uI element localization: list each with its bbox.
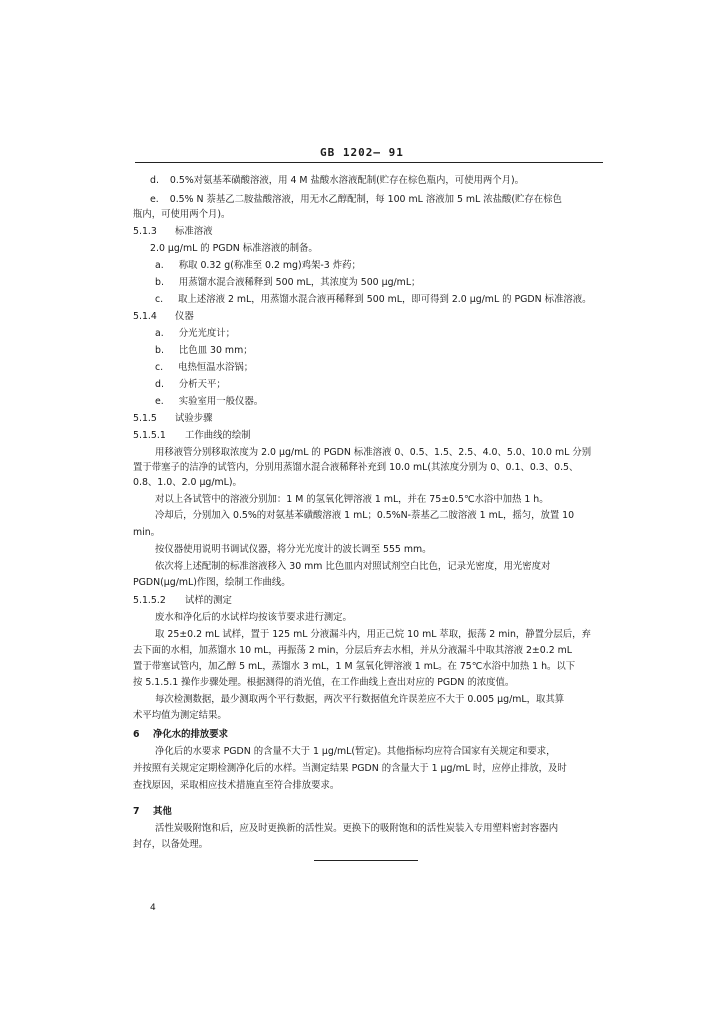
list-item-a [155,328,235,340]
paragraph-line: 用移液管分别移取浓度为 2.0 μg/mL 的 PGDN 标准溶液 0、0.5、1.5、2.5、4.0、5.0、10.0 mL 分别 [155,447,592,458]
paragraph-line: 置于带塞子的洁净的试管内，分别用蒸馏水混合液稀释补充到 10.0 mL(其浓度分别为 0、0.1、0.3、0.5、 [133,462,579,473]
item-marker: b. [155,345,164,356]
item-marker: c. [155,362,164,373]
section-6-heading [133,729,228,741]
item-text: 实验室用一般仪器。 [178,396,264,407]
section-number: 5.1.5.2 [133,595,166,606]
paragraph-line: 按仪器使用说明书调试仪器，将分光光度计的波长调至 555 mm。 [155,544,432,555]
section-number: 5.1.3 [133,226,157,237]
paragraph-line: PGDN(μg/mL)作图，绘制工作曲线。 [133,577,291,588]
item-text: 0.5%对氨基苯磺酸溶液，用 4 M 盐酸水溶液配制(贮存在棕色瓶内，可使用两个月)。 [169,175,525,186]
list-item-b [155,345,253,357]
item-text: 取上述溶液 2 mL，用蒸馏水混合液再稀释到 500 mL，即可得到 2.0 μg/mL 的 PGDN 标准溶液。 [178,294,592,305]
item-marker: c. [155,294,164,305]
list-item-b [155,277,420,289]
paragraph-line: 冷却后，分别加入 0.5%的对氨基苯磺酸溶液 1 mL；0.5%N-萘基乙二胺溶液 1 mL，摇匀，放置 10 [155,510,575,521]
section-number: 5.1.5 [133,413,157,424]
list-item-d [155,379,226,391]
item-marker: e. [155,396,164,407]
section-5-1-3-heading [133,226,213,238]
section-title: 试样的测定 [185,595,232,606]
item-text: 电热恒温水浴锅； [178,362,254,373]
paragraph-line: 并按照有关规定定期检测净化后的水样。当测定结果 PGDN 的含量大于 1 μg/mL 时，应停止排放，及时 [133,763,567,774]
paragraph-line: 封存，以备处理。 [133,839,209,850]
list-item-e [150,194,562,206]
section-number: 5.1.4 [133,311,157,322]
standard-code-header: GB 1202— 91 [320,146,404,159]
section-title: 工作曲线的绘制 [185,430,251,441]
section-5-1-5-1-heading [133,430,251,442]
paragraph-line: 查找原因，采取相应技术措施直至符合排放要求。 [133,780,340,791]
item-marker: d. [150,175,159,186]
section-title: 其他 [153,806,172,817]
paragraph-line: 活性炭吸附饱和后，应及时更换新的活性炭。更换下的吸附饱和的活性炭装入专用塑料密封容器内 [155,823,559,834]
section-number: 7 [133,806,140,817]
paragraph-line: 取 25±0.2 mL 试样，置于 125 mL 分液漏斗内，用正己烷 10 mL 萃取，振荡 2 min，静置分层后，弃 [155,629,591,640]
section-number: 6 [133,729,140,740]
paragraph-line: 术平均值为测定结果。 [133,710,227,721]
section-5-1-4-heading [133,311,194,323]
section-5-1-5-heading [133,413,213,425]
item-text: 分光光度计； [178,328,235,339]
item-text: 用蒸馏水混合液稀释到 500 mL，其浓度为 500 μg/mL； [178,277,421,288]
item-text: 称取 0.32 g(称准至 0.2 mg)鸡架-3 炸药； [178,260,361,271]
list-item-a [155,260,361,272]
item-marker: b. [155,277,164,288]
paragraph-line: 置于带塞试管内，加乙醇 5 mL，蒸馏水 3 mL，1 M 氢氧化钾溶液 1 mL。在 75℃水浴中加热 1 h。以下 [133,661,576,672]
list-item-e-continuation: 瓶内，可使用两个月)。 [133,209,231,220]
item-marker: a. [155,328,164,339]
paragraph-line: 废水和净化后的水试样均按该节要求进行测定。 [155,612,352,623]
item-text: 比色皿 30 mm； [178,345,253,356]
list-item-e [155,396,263,408]
paragraph-line: 去下面的水相，加蒸馏水 10 mL，再振荡 2 min，分层后弃去水相，并从分液漏斗中取其溶液 2±0.2 mL [133,645,573,656]
item-marker: e. [150,194,159,205]
paragraph-line: 按 5.1.5.1 操作步骤处理。根据测得的消光值，在工作曲线上查出对应的 PGDN 的浓度值。 [133,677,515,688]
section-title: 净化水的排放要求 [153,729,229,740]
item-text: 0.5% N 萘基乙二胺盐酸溶液，用无水乙醇配制，每 100 mL 溶液加 5 mL 浓盐酸(贮存在棕色 [169,194,562,205]
item-text: 分析天平； [178,379,226,390]
section-5-1-3-intro: 2.0 μg/mL 的 PGDN 标准溶液的制备。 [150,243,318,254]
paragraph-line: 0.8、1.0、2.0 μg/mL)。 [133,477,242,488]
item-marker: a. [155,260,164,271]
paragraph-line: 净化后的水要求 PGDN 的含量不大于 1 μg/mL(暂定)。其他指标均应符合国家有关规定和要求， [155,746,556,757]
end-rule [314,860,418,861]
section-5-1-5-2-heading [133,595,232,607]
section-title: 仪器 [175,311,194,322]
section-number: 5.1.5.1 [133,430,166,441]
page-number: 4 [150,903,156,913]
section-title: 标准溶液 [175,226,213,237]
header-rule [135,162,603,163]
list-item-c [155,294,592,306]
list-item-c [155,362,253,374]
item-marker: d. [155,379,164,390]
section-title: 试验步骤 [175,413,213,424]
paragraph-line: 依次将上述配制的标准溶液移入 30 mm 比色皿内对照试剂空白比色，记录光密度，用光密度对 [155,561,551,572]
paragraph-line: min。 [133,527,161,538]
section-7-heading [133,806,172,818]
paragraph-line: 对以上各试管中的溶液分别加：1 M 的氢氧化钾溶液 1 mL，并在 75±0.5℃水浴中加热 1 h。 [155,494,549,505]
list-item-d [150,175,524,187]
paragraph-line: 每次检测数据，最少测取两个平行数据，两次平行数据值允许误差应不大于 0.005 μg/mL，取其算 [155,694,565,705]
